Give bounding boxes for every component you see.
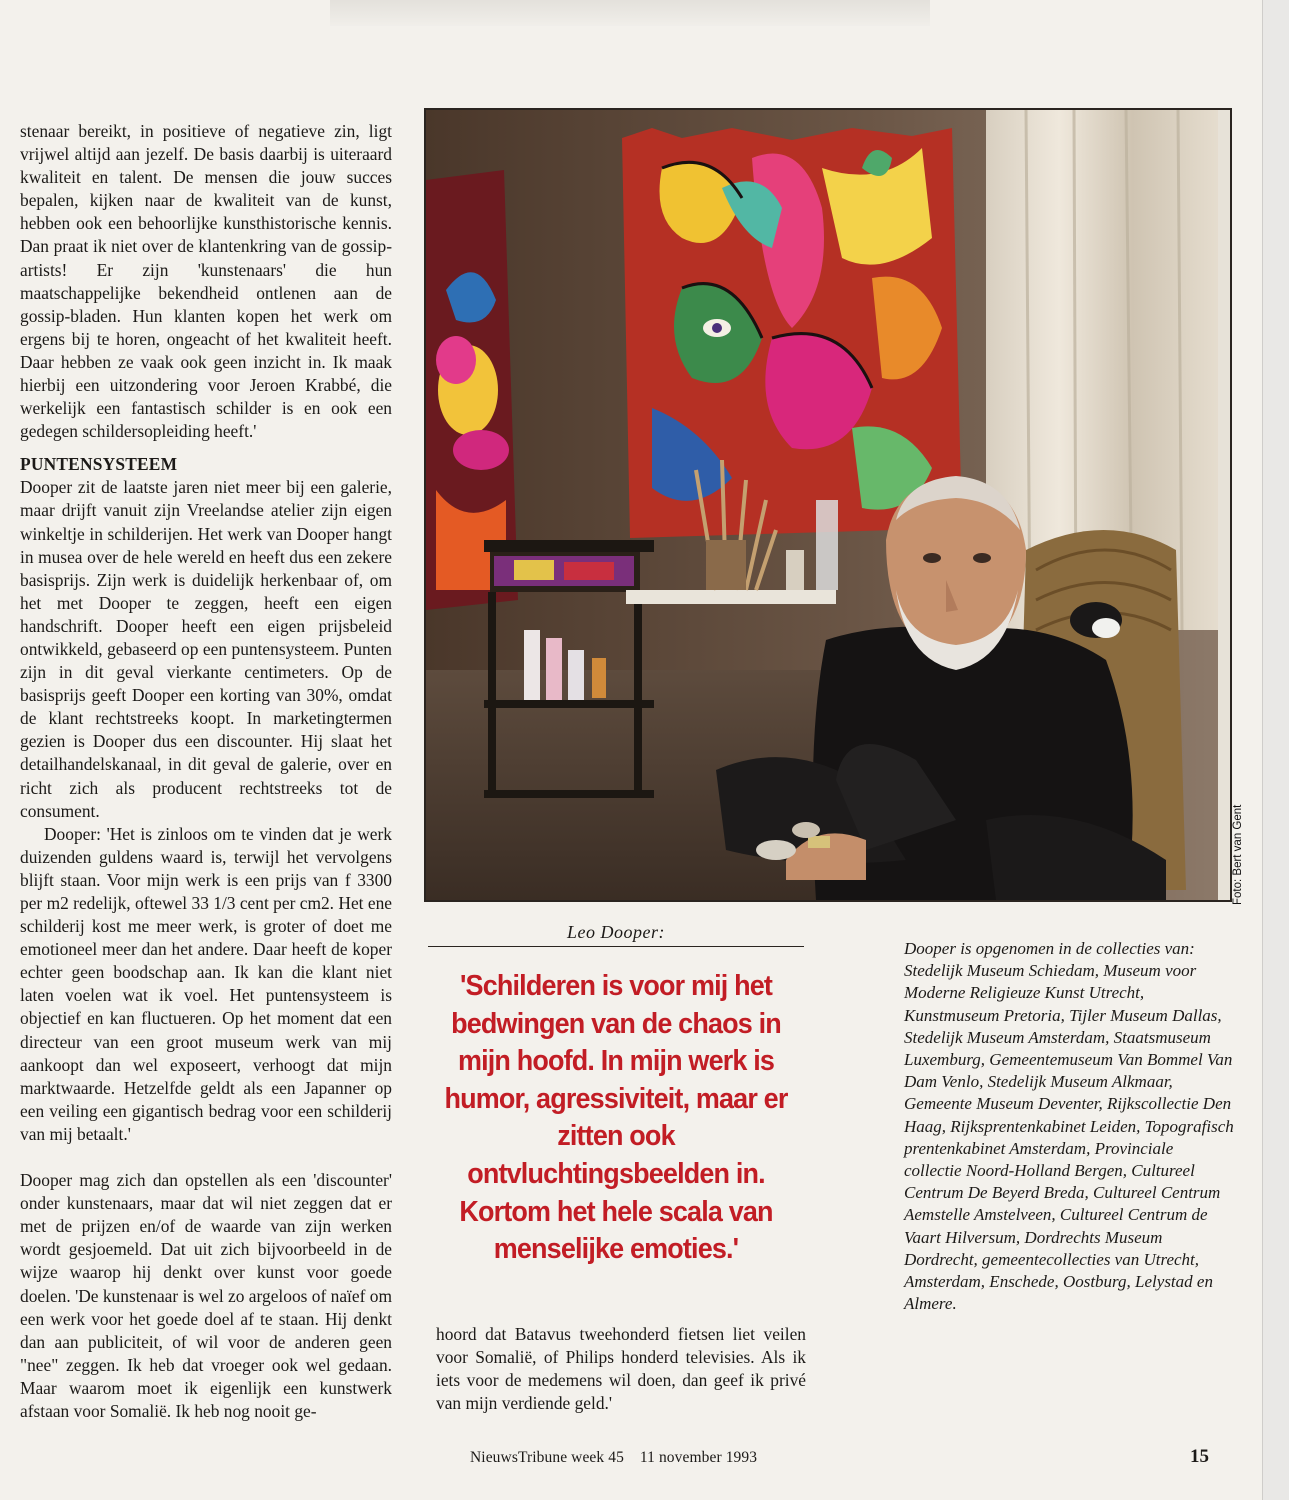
page-footer xyxy=(470,1449,757,1467)
top-edge-ghost xyxy=(330,0,930,26)
photo-credit: Foto: Bert van Gent xyxy=(1232,804,1244,905)
section-heading: PUNTENSYSTEEM xyxy=(20,454,178,475)
collections-intro: Dooper is opgenomen in de collecties van: xyxy=(904,939,1195,958)
article-column-2 xyxy=(436,1323,806,1415)
article-paragraph: Dooper mag zich dan opstellen als een 'discounter' onder kunstenaars, maar dat wil niet zeggen dat er met de prijzen en/of de waarde van zijn werken wordt gesjoemeld. Dat uit zich bijvoorbeeld in de wijze waarop hij denkt over kunst voor goede doelen. 'De kunstenaar is wel zo argeloos of naïef om een werk voor het goede doel af te staan. Hij denkt dan aan publiciteit, of wil voor de anderen geen "nee" zeggen. Ik heb dat vroeger ook wel gedaan. Maar waarom moet ik eigenlijk een kunstwerk afstaan voor Somalië. Ik heb nog nooit ge- xyxy=(20,1170,392,1421)
article-paragraph: hoord dat Batavus tweehonderd fietsen liet veilen voor Somalië, of Philips honderd televisies. Als ik iets voor de medemens wil doen, dan geef ik privé van mijn verdiende geld.' xyxy=(436,1324,806,1414)
collections-box xyxy=(904,938,1234,1315)
article-paragraph: stenaar bereikt, in positieve of negatieve zin, ligt vrijwel altijd aan jezelf. De basis daarbij is uiteraard kwaliteit en talent. De mensen die jouw succes bepalen, kijken naar de kwaliteit van de kunst, hebben ook een behoorlijke kunsthistorische kennis. Dan praat ik niet over de klantenkring van de gossip-artists! Er zijn 'kunstenaars' die hun maatschappelijke bekendheid ontlenen aan de gossip-bladen. Hun klanten kopen het werk om ergens bij te horen, ongeacht of het kwaliteit heeft. Daar hebben ze vaak ook geen inzicht in. Ik maak hierbij een uitzondering voor Jeroen Krabbé, die werkelijk een fantastisch schilder is en ook een gedegen schildersopleiding heeft.' xyxy=(20,121,392,442)
footer-publication: NieuwsTribune week 45 xyxy=(470,1449,624,1466)
article-paragraph: Dooper zit de laatste jaren niet meer bij een galerie, maar drijft vanuit zijn Vreelandse atelier zijn eigen winkeltje in schilderijen. Het werk van Dooper hangt in musea over de hele wereld en heeft dus een zekere basisprijs. Zijn werk is duidelijk herkenbaar of, om het met Dooper te zeggen, heeft een eigen handschrift. Dooper heeft een eigen prijsbeleid ontwikkeld, gebaseerd op een puntensysteem. Punten zijn in dit geval vierkante centimeters. Op de basisprijs geeft Dooper een korting van 30%, omdat de klant rechtstreeks koopt. In marketingtermen gezien is Dooper dus een discounter. Hij slaat het detailhandelskanaal, in dit geval de galerie, over en richt zich als producent rechtstreeks tot de consument. xyxy=(20,477,392,821)
pull-quote: 'Schilderen is voor mij het bedwingen van de chaos in mijn hoofd. In mijn werk is humor, agressiviteit, maar er zitten ook ontvluchtingsbeelden in. Kortom het hele scala van menselijke emoties.' xyxy=(444,970,788,1266)
collections-list: Stedelijk Museum Schiedam, Museum voor Moderne Religieuze Kunst Utrecht, Kunstmuseum Pretoria, Tijler Museum Dallas, Stedelijk Museum Amsterdam, Staatsmuseum Luxemburg, Gemeentemuseum Van Bommel Van Dam Venlo, Stedelijk Museum Alkmaar, Gemeente Museum Deventer, Rijkscollectie Den Haag, Rijksprentenkabinet Leiden, Topografisch prentenkabinet Amsterdam, Provinciale collectie Noord-Holland Bergen, Cultureel Centrum De Beyerd Breda, Cultureel Centrum Aemstelle Amstelveen, Cultureel Centrum de Vaart Hilversum, Dordrechts Museum Dordrecht, gemeentecollecties van Utrecht, Amsterdam, Enschede, Oostburg, Lelystad en Almere. xyxy=(904,961,1234,1314)
photo-caption: Leo Dooper: xyxy=(567,922,665,942)
article-paragraph: Dooper: 'Het is zinloos om te vinden dat je werk duizenden guldens waard is, terwijl het vervolgens blijft staan. Voor mijn werk is een prijs van f 3300 per m2 redelijk, oftewel 33 1/3 cent per cm2. Het ene schilderij kost me meer werk, is groter of doet me emotioneel meer dan het andere. Daar heeft de koper echter geen boodschap aan. Ik kan die klant niet laten voelen wat ik voel. Het puntensysteem is objectief en kan fluctueren. Op het moment dat een directeur van een groot museum werk van mij aankoopt dan wel exposeert, verhoogt dat mijn marktwaarde. Hetzelfde geldt als een Japanner op een veiling een gigantisch bedrag voor een schilderij van mij betaalt.' xyxy=(20,823,392,1144)
caption-rule xyxy=(428,946,804,947)
photo-leo-dooper-studio xyxy=(424,108,1232,902)
photo-credit-wrap xyxy=(1232,804,1252,1025)
page-gutter xyxy=(1262,0,1289,1500)
footer-date: 11 november 1993 xyxy=(639,1449,758,1466)
article-column-1 xyxy=(20,120,392,1423)
page-number: 15 xyxy=(1190,1446,1209,1467)
